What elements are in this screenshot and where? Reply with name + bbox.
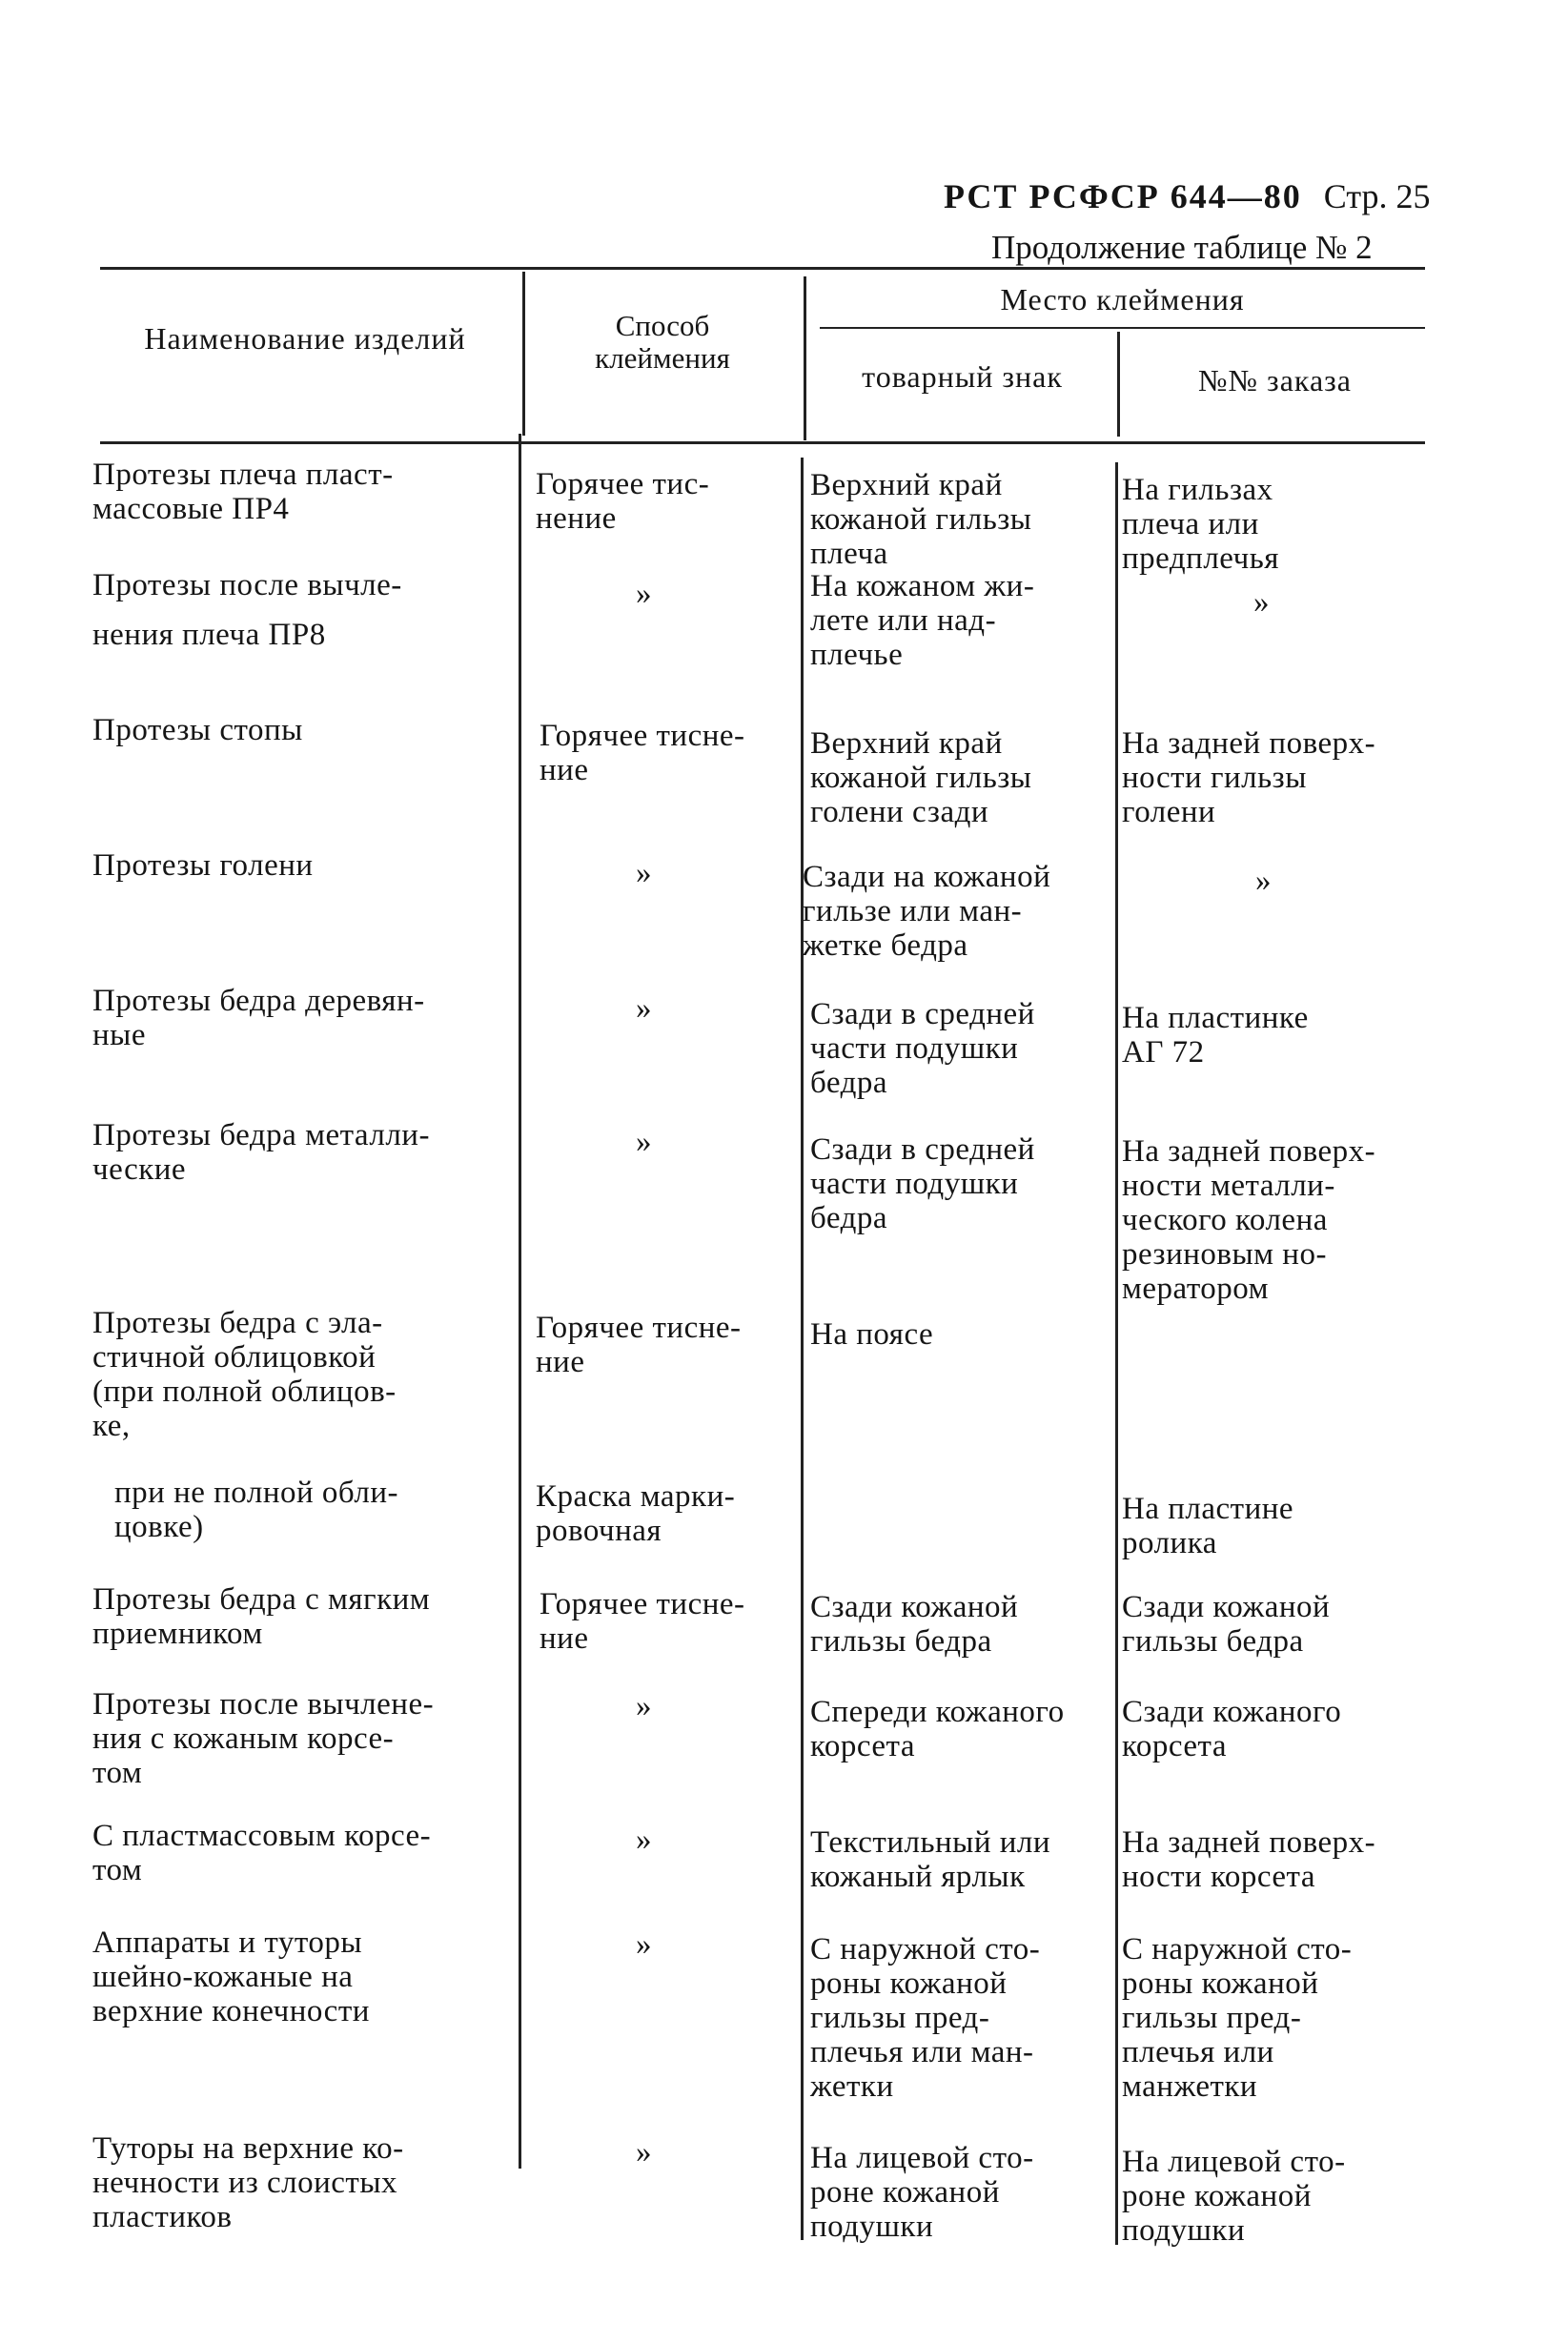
header-divider-2 — [804, 276, 806, 440]
table-row-4-name: Протезы голени — [92, 848, 314, 883]
table-row-1-method: Горячее тис- нение — [536, 467, 710, 536]
subheader-rule — [820, 327, 1425, 329]
table-row-12-order-no: С наружной сто- роны кожаной гильзы пред- плечья или манжетки — [1122, 1932, 1353, 2104]
table-row-4-method: » — [636, 856, 652, 890]
table-row-5-trademark: Сзади в средней части подушки бедра — [810, 997, 1035, 1100]
table-row-3-name: Протезы стопы — [92, 713, 303, 747]
table-row-7-name: Протезы бедра с эла- стичной облицовкой (при полной облицов- ке, — [92, 1306, 397, 1443]
table-row-9-method: Горячее тисне- ние — [540, 1587, 745, 1656]
body-divider-2 — [801, 458, 804, 2240]
table-row-12-name: Аппараты и туторы шейно-кожаные на верхние конечности — [92, 1925, 370, 2028]
table-row-5-method: » — [636, 991, 652, 1026]
table-row-6-method: » — [636, 1125, 652, 1159]
table-row-11-method: » — [636, 1823, 652, 1857]
table-row-9-name: Протезы бедра с мягким приемником — [92, 1582, 431, 1651]
table-row-4-order-no: » — [1255, 864, 1272, 898]
table-row-13-method: » — [636, 2135, 652, 2170]
table-row-1-name: Протезы плеча пласт- массовые ПР4 — [92, 458, 394, 526]
table-continuation-label: Продолжение таблице № 2 — [991, 229, 1373, 266]
table-row-3-trademark: Верхний край кожаной гильзы голени сзади — [810, 726, 1032, 829]
table-row-9-trademark: Сзади кожаной гильзы бедра — [810, 1590, 1019, 1659]
table-row-2-method: » — [636, 577, 652, 611]
table-row-3-order-no: На задней поверх- ности гильзы голени — [1122, 726, 1376, 829]
table-row-6-trademark: Сзади в средней части подушки бедра — [810, 1132, 1035, 1235]
table-row-8-name: при не полной обли- цовке) — [114, 1476, 398, 1544]
table-row-10-order-no: Сзади кожаного корсета — [1122, 1695, 1342, 1763]
table-row-2-trademark: На кожаном жи- лете или над- плечье — [810, 569, 1035, 672]
table-row-10-method: » — [636, 1689, 652, 1723]
column-header-name: Наименование изделий — [144, 321, 466, 356]
table-row-1-trademark: Верхний край кожаной гильзы плеча — [810, 468, 1032, 571]
table-row-11-name: С пластмассовым корсе- том — [92, 1819, 432, 1887]
table-row-10-name: Протезы после вычлене- ния с кожаным корсе- том — [92, 1687, 435, 1790]
table-row-1-order-no: На гильзах плеча или предплечья — [1122, 473, 1279, 576]
table-top-rule — [100, 267, 1425, 270]
table-row-7-method: Горячее тисне- ние — [536, 1311, 742, 1379]
table-row-4-trademark: Сзади на кожаной гильзе или ман- жетке бедра — [803, 860, 1051, 963]
table-row-13-trademark: На лицевой сто- роне кожаной подушки — [810, 2141, 1034, 2244]
table-row-12-method: » — [636, 1927, 652, 1962]
table-row-12-trademark: С наружной сто- роны кожаной гильзы пред- плечья или ман- жетки — [810, 1932, 1041, 2104]
running-header — [944, 176, 1431, 216]
table-row-13-name: Туторы на верхние ко- нечности из слоистых пластиков — [92, 2131, 404, 2234]
table-row-11-order-no: На задней поверх- ности корсета — [1122, 1825, 1376, 1894]
header-bottom-rule — [100, 441, 1425, 444]
body-divider-1 — [519, 434, 521, 2169]
table-row-7-trademark: На поясе — [810, 1317, 934, 1352]
table-row-5-name: Протезы бедра деревян- ные — [92, 984, 425, 1052]
table-row-8-order-no: На пластине ролика — [1122, 1492, 1294, 1560]
table-row-11-trademark: Текстильный или кожаный ярлык — [810, 1825, 1051, 1894]
column-header-order-no: №№ заказа — [1197, 363, 1352, 397]
table-row-2-order-no: » — [1253, 585, 1270, 620]
table-row-8-method: Краска марки- ровочная — [536, 1479, 736, 1548]
column-header-method: Способ клеймения — [595, 309, 730, 376]
body-divider-3 — [1115, 462, 1118, 2245]
document-id: РСТ РСФСР 644—80 — [944, 177, 1302, 215]
table-row-2-name: Протезы после вычле- нения плеча ПР8 — [92, 568, 402, 652]
header-divider-1 — [522, 272, 525, 436]
table-row-13-order-no: На лицевой сто- роне кожаной подушки — [1122, 2145, 1346, 2248]
table-row-10-trademark: Спереди кожаного корсета — [810, 1695, 1065, 1763]
column-header-place-group: Место клеймения — [1000, 282, 1245, 316]
table-row-9-order-no: Сзади кожаной гильзы бедра — [1122, 1590, 1331, 1659]
page-number: Стр. 25 — [1323, 177, 1431, 215]
table-row-6-name: Протезы бедра металли- ческие — [92, 1118, 430, 1187]
table-row-6-order-no: На задней поверх- ности металли- ческого колена резиновым но- мератором — [1122, 1134, 1376, 1306]
table-row-3-method: Горячее тисне- ние — [540, 719, 745, 787]
header-divider-3 — [1117, 332, 1120, 437]
column-header-trademark: товарный знак — [862, 359, 1063, 394]
table-row-5-order-no: На пластинке АГ 72 — [1122, 1001, 1309, 1070]
